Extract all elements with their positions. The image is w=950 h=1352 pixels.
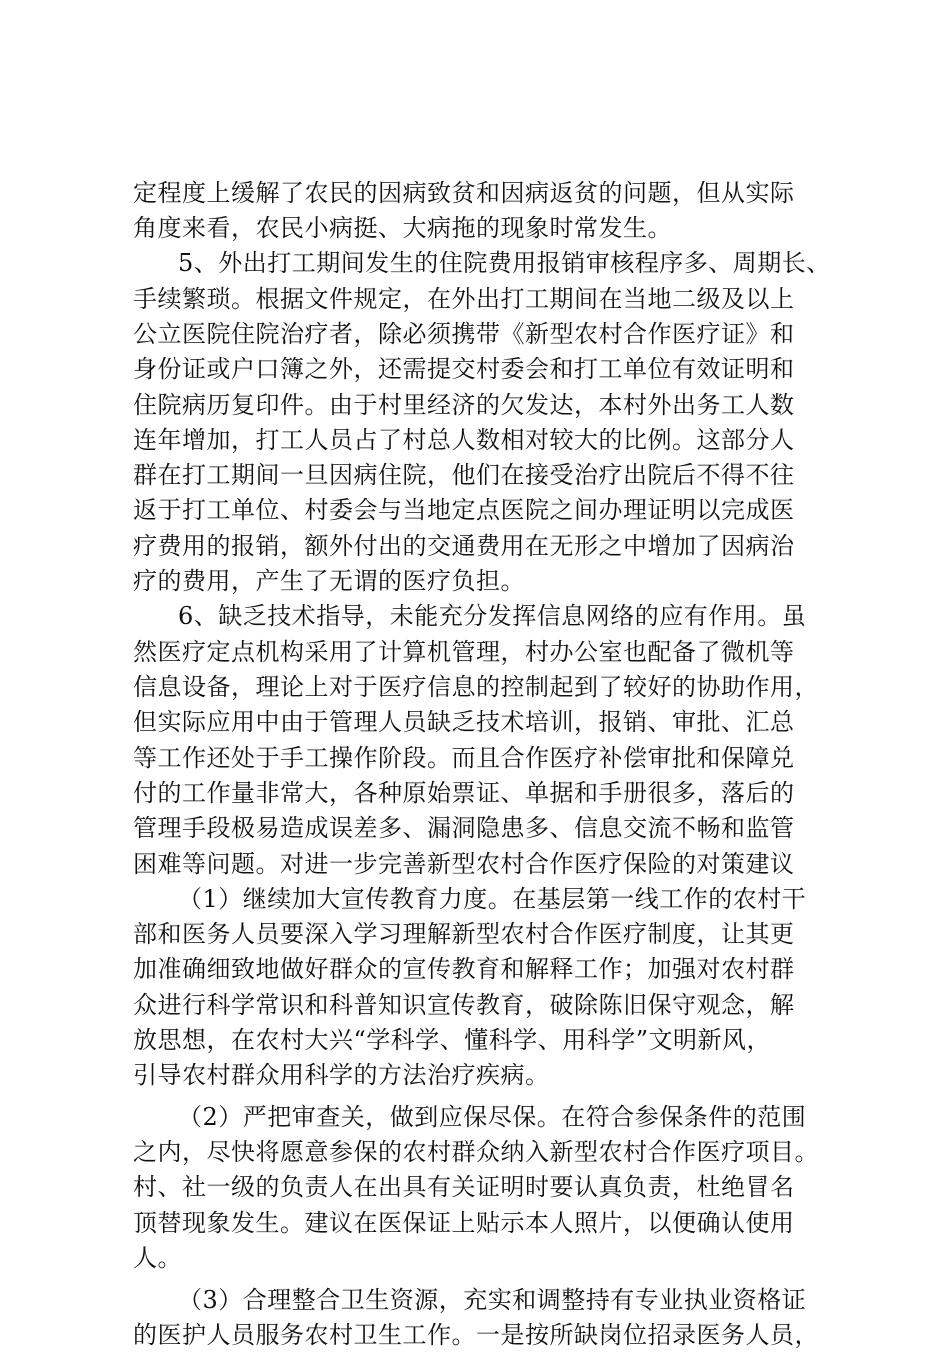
text-line: 身份证或户口簿之外，还需提交村委会和打工单位有效证明和	[133, 355, 795, 383]
text-line: 放思想，在农村大兴“学科学、懂科学、用科学”文明新风，	[133, 1026, 772, 1054]
text-line: 群在打工期间一旦因病住院，他们在接受治疗出院后不得不往	[133, 461, 795, 489]
text-line: 角度来看，农民小病挺、大病拖的现象时常发生。	[133, 214, 672, 242]
text-line: 引导农村群众用科学的方法治疗疾病。	[133, 1061, 550, 1089]
text-line: 6、缺乏技术指导，未能充分发挥信息网络的应有作用。虽	[178, 602, 807, 630]
text-line: 疗费用的报销，额外付出的交通费用在无形之中增加了因病治	[133, 532, 795, 560]
text-line: 困难等问题。对进一步完善新型农村合作医疗保险的对策建议	[133, 850, 795, 878]
text-line: 但实际应用中由于管理人员缺乏技术培训，报销、审批、汇总	[133, 708, 795, 736]
text-line: （1）继续加大宣传教育力度。在基层第一线工作的农村干	[178, 885, 807, 913]
text-line: 顶替现象发生。建议在医保证上贴示本人照片，以便确认使用	[133, 1209, 795, 1237]
text-line: 管理手段极易造成误差多、漏洞隐患多、信息交流不畅和监管	[133, 814, 795, 842]
text-line: 连年增加，打工人员占了村总人数相对较大的比例。这部分人	[133, 426, 795, 454]
text-line: 的医护人员服务农村卫生工作。一是按所缺岗位招录医务人员，	[133, 1321, 819, 1349]
text-line: 人。	[133, 1244, 182, 1272]
text-line: （3）合理整合卫生资源，充实和调整持有专业执业资格证	[178, 1286, 807, 1314]
text-line: 手续繁琐。根据文件规定，在外出打工期间在当地二级及以上	[133, 285, 795, 313]
text-line: 等工作还处于手工操作阶段。而且合作医疗补偿审批和保障兑	[133, 744, 795, 772]
text-line: 定程度上缓解了农民的因病致贫和因病返贫的问题，但从实际	[133, 179, 795, 207]
text-line: 公立医院住院治疗者，除必须携带《新型农村合作医疗证》和	[133, 320, 795, 348]
text-line: 返于打工单位、村委会与当地定点医院之间办理证明以完成医	[133, 496, 795, 524]
text-line: （2）严把审查关，做到应保尽保。在符合参保条件的范围	[178, 1103, 807, 1131]
text-line: 付的工作量非常大，各种原始票证、单据和手册很多，落后的	[133, 779, 795, 807]
text-line: 疗的费用，产生了无谓的医疗负担。	[133, 567, 525, 595]
text-line: 众进行科学常识和科普知识宣传教育，破除陈旧保守观念，解	[133, 991, 795, 1019]
text-line: 5、外出打工期间发生的住院费用报销审核程序多、周期长、	[178, 249, 831, 277]
text-line: 信息设备，理论上对于医疗信息的控制起到了较好的协助作用，	[133, 673, 819, 701]
text-line: 加准确细致地做好群众的宣传教育和解释工作；加强对农村群	[133, 955, 795, 983]
text-line: 之内，尽快将愿意参保的农村群众纳入新型农村合作医疗项目。	[133, 1138, 819, 1166]
text-line: 住院病历复印件。由于村里经济的欠发达，本村外出务工人数	[133, 391, 795, 419]
text-line: 然医疗定点机构采用了计算机管理，村办公室也配备了微机等	[133, 638, 795, 666]
text-line: 村、社一级的负责人在出具有关证明时要认真负责，杜绝冒名	[133, 1173, 795, 1201]
text-line: 部和医务人员要深入学习理解新型农村合作医疗制度，让其更	[133, 920, 795, 948]
